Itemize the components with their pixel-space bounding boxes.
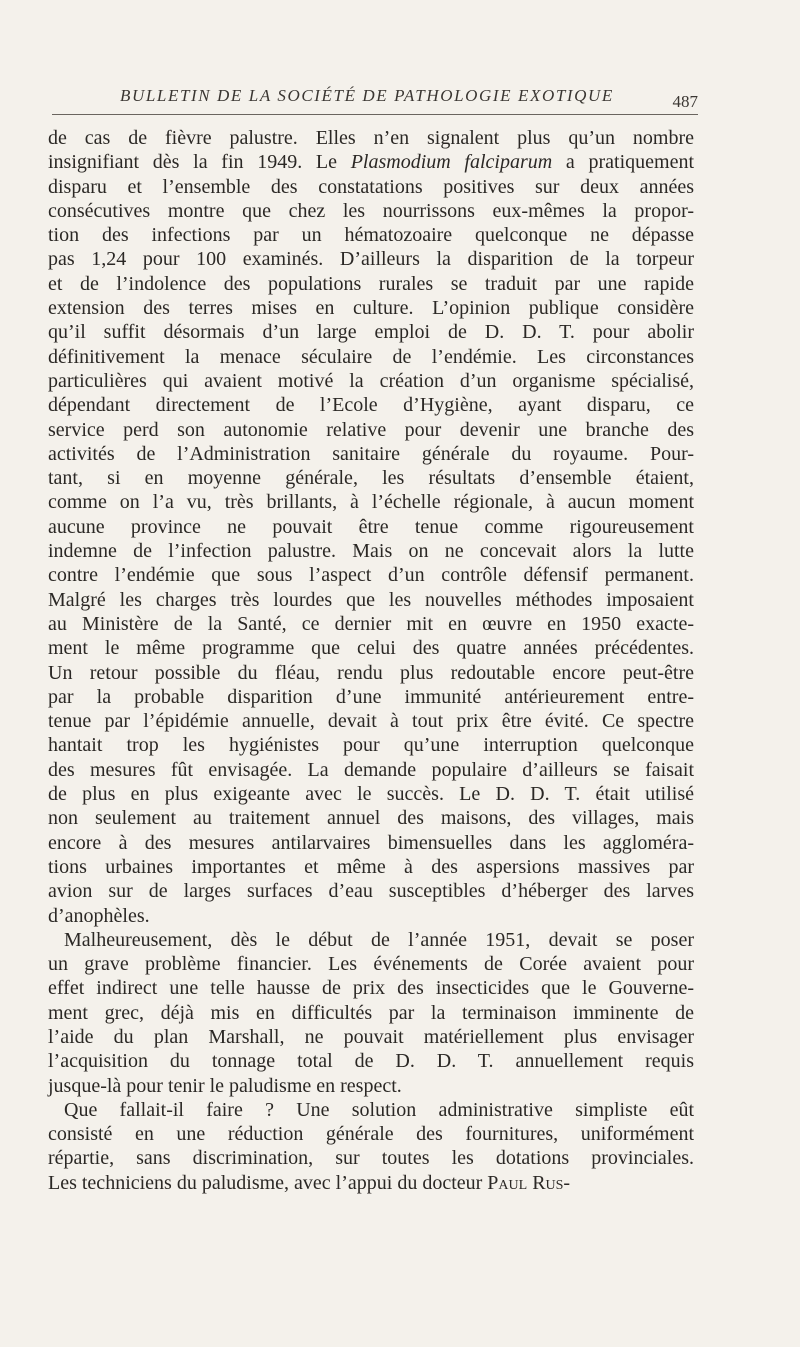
text-line: par la probable disparition d’une immunité antérieurement entre- (48, 685, 694, 708)
text-line: répartie, sans discrimination, sur toutes les dotations provinciales. (48, 1147, 694, 1170)
text-line: ment grec, déjà mis en difficultés par la terminaison imminente de (48, 1001, 694, 1024)
text-line: effet indirect une telle hausse de prix des insecticides que le Gouverne- (48, 977, 694, 1000)
text-line: l’acquisition du tonnage total de D. D. T. annuellement requis (48, 1050, 694, 1073)
text-line: tant, si en moyenne générale, les résultats d’ensemble étaient, (48, 467, 694, 490)
text-line: Un retour possible du fléau, rendu plus redoutable encore peut-être (48, 661, 694, 684)
text-line: d’anophèles. (48, 904, 150, 927)
text-line: et de l’indolence des populations rurales se traduit par une rapide (48, 272, 694, 295)
text-line: contre l’endémie que sous l’aspect d’un contrôle défensif permanent. (48, 564, 694, 587)
text-line: dépendant directement de l’Ecole d’Hygiène, ayant disparu, ce (48, 394, 694, 417)
text-line: ment le même programme que celui des quatre années précédentes. (48, 637, 694, 660)
text-line: particulières qui avaient motivé la création d’un organisme spécialisé, (48, 369, 694, 392)
text-line: tions urbaines importantes et même à des aspersions massives par (48, 855, 694, 878)
text-line: indemne de l’infection palustre. Mais on ne concevait alors la lutte (48, 540, 694, 563)
text-line: encore à des mesures antilarvaires bimensuelles dans les aggloméra- (48, 831, 694, 854)
journal-title: BULLETIN DE LA SOCIÉTÉ DE PATHOLOGIE EXOTIQUE (120, 86, 614, 105)
running-head (48, 86, 708, 114)
paragraph (48, 1098, 694, 1195)
text-line: qu’il suffit désormais d’un large emploi de D. D. T. pour abolir (48, 321, 694, 344)
italic-term: Plasmodium falciparum (350, 151, 553, 174)
text-line: des mesures fût envisagée. La demande populaire d’ailleurs se faisait (48, 758, 694, 781)
text-line: de plus en plus exigeante avec le succès. Le D. D. T. était utilisé (48, 783, 694, 806)
text-line: tion des infections par un hématozoaire quelconque ne dépasse (48, 224, 694, 247)
text-line: activités de l’Administration sanitaire générale du royaume. Pour- (48, 442, 694, 465)
text-line: de cas de fièvre palustre. Elles n’en signalent plus qu’un nombre (48, 127, 694, 149)
text-line: extension des terres mises en culture. L’opinion publique considère (48, 297, 694, 320)
paragraph (48, 126, 694, 928)
paragraph (48, 928, 694, 1098)
text-line: au Ministère de la Santé, ce dernier mit en œuvre en 1950 exacte- (48, 612, 694, 635)
text-line: l’aide du plan Marshall, ne pouvait matériellement plus envisager (48, 1025, 694, 1048)
text-line: jusque-là pour tenir le paludisme en respect. (48, 1074, 402, 1097)
text-line: non seulement au traitement annuel des maisons, des villages, mais (48, 807, 694, 830)
text-line: service perd son autonomie relative pour devenir une branche des (48, 418, 694, 441)
page-number: 487 (672, 92, 698, 111)
text-line: un grave problème financier. Les événements de Corée avaient pour (48, 953, 694, 976)
text-line: aucune province ne pouvait être tenue comme rigoureusement (48, 515, 694, 538)
text-line: Malgré les charges très lourdes que les nouvelles méthodes imposaient (48, 588, 694, 611)
text-line: pas 1,24 pour 100 examinés. D’ailleurs la disparition de la torpeur (48, 248, 694, 271)
text-line: tenue par l’épidémie annuelle, devait à tout prix être évité. Ce spectre (48, 710, 694, 733)
text-line: hantait trop les hygiénistes pour qu’une interruption quelconque (48, 734, 694, 757)
text-line: avion sur de larges surfaces d’eau susceptibles d’héberger des larves (48, 880, 694, 903)
text-line: définitivement la menace séculaire de l’endémie. Les circonstances (48, 345, 694, 368)
text-line: Malheureusement, dès le début de l’année 1951, devait se poser (64, 928, 694, 951)
text-line: comme on l’a vu, très brillants, à l’échelle régionale, à aucun moment (48, 491, 694, 514)
body-text (48, 126, 694, 1195)
author-name: Paul Rus- (487, 1171, 571, 1194)
text-line: Les techniciens du paludisme, avec l’appui du docteur Paul Rus- (48, 1171, 571, 1194)
text-line: consécutives montre que chez les nourrissons eux-mêmes la propor- (48, 199, 694, 222)
text-line: Que fallait-il faire ? Une solution administrative simpliste eût (64, 1098, 694, 1121)
text-line: disparu et l’ensemble des constatations positives sur deux années (48, 175, 694, 198)
header-rule (52, 114, 698, 115)
text-line: consisté en une réduction générale des fournitures, uniformément (48, 1123, 694, 1146)
text-line: insignifiant dès la fin 1949. Le Plasmodium falciparum a pratiquement (48, 151, 694, 174)
